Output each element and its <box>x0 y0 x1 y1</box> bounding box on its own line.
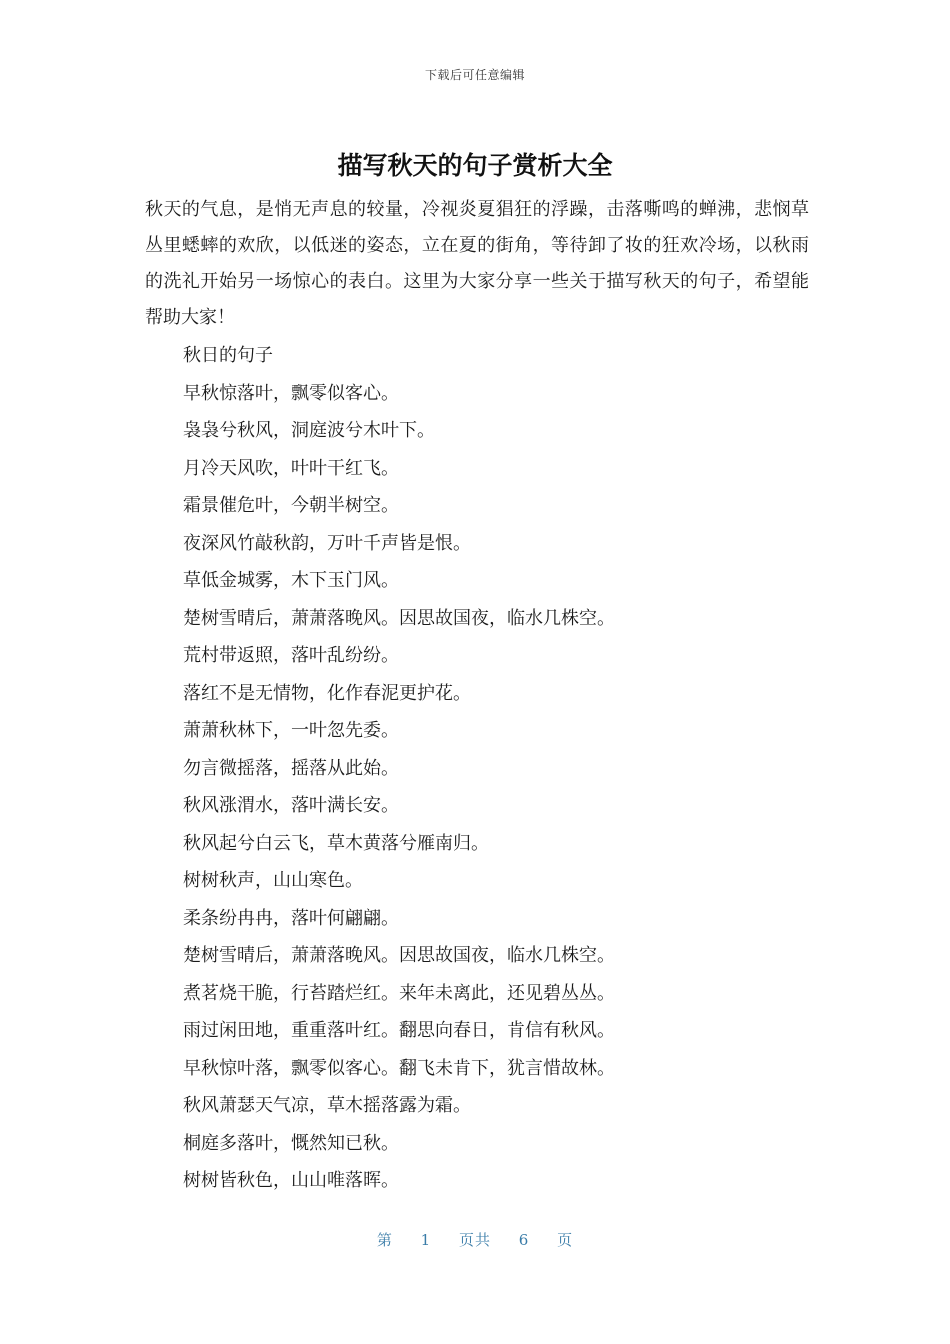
sentence-line: 夜深风竹敲秋韵，万叶千声皆是恨。 <box>183 532 471 554</box>
sentence-line: 袅袅兮秋风，洞庭波兮木叶下。 <box>183 420 435 441</box>
sentence-line: 早秋惊落叶，飘零似客心。 <box>183 382 399 404</box>
sentence-line: 早秋惊叶落，飘零似客心。翻飞未肯下，犹言惜故林。 <box>183 1057 615 1079</box>
sentence-line: 勿言微摇落，摇落从此始。 <box>183 757 399 779</box>
footer-prefix: 第 <box>376 1231 393 1249</box>
sentence-line: 桐庭多落叶，慨然知已秋。 <box>183 1132 399 1154</box>
sentence-line: 树树秋声，山山寒色。 <box>183 870 363 891</box>
sentence-line: 煮茗烧干脆，行苔踏烂红。来年未离此，还见碧丛丛。 <box>183 982 615 1004</box>
sentence-line: 秋风涨渭水，落叶满长安。 <box>183 795 399 816</box>
footer-page-number: 1 <box>420 1231 432 1249</box>
sentence-line: 秋风起兮白云飞，草木黄落兮雁南归。 <box>183 832 489 854</box>
footer-suffix: 页 <box>557 1231 574 1249</box>
sentence-line: 草低金城雾，木下玉门风。 <box>183 570 399 591</box>
footer-middle: 页共 <box>458 1231 491 1249</box>
sentence-list <box>183 340 803 1203</box>
sentence-line: 落红不是无情物，化作春泥更护花。 <box>183 682 471 704</box>
sentence-line: 萧萧秋林下，一叶忽先委。 <box>183 720 399 741</box>
sentence-line: 树树皆秋色，山山唯落晖。 <box>183 1170 399 1191</box>
sentence-line: 楚树雪晴后，萧萧落晚风。因思故国夜，临水几株空。 <box>183 945 615 966</box>
sentence-line: 雨过闲田地，重重落叶红。翻思向春日，肯信有秋风。 <box>183 1020 615 1041</box>
footer-total-pages: 6 <box>518 1231 530 1249</box>
document-title: 描写秋天的句子赏析大全 <box>337 151 613 180</box>
sentence-line: 霜景催危叶，今朝半树空。 <box>183 495 399 516</box>
sentence-line: 楚树雪晴后，萧萧落晚风。因思故国夜，临水几株空。 <box>183 607 615 629</box>
section-heading: 秋日的句子 <box>183 345 273 366</box>
page-footer <box>0 1229 950 1250</box>
sentence-line: 月冷天风吹，叶叶干红飞。 <box>183 457 399 479</box>
sentence-line: 荒村带返照，落叶乱纷纷。 <box>183 645 399 666</box>
header-note: 下载后可任意编辑 <box>424 68 525 82</box>
sentence-line: 秋风萧瑟天气凉，草木摇落露为霜。 <box>183 1095 471 1116</box>
intro-paragraph: 秋天的气息，是悄无声息的较量，冷视炎夏猖狂的浮躁，击落嘶鸣的蝉沸，悲悯草丛里蟋蟀的欢欣，以低迷的姿态，立在夏的街角，等待卸了妆的狂欢冷场，以秋雨的洗礼开始另一场惊心的表白。这里为大家分享一些关于描写秋天的句子，希望能帮助大家！ <box>145 199 809 328</box>
sentence-line: 柔条纷冉冉，落叶何翩翩。 <box>183 907 399 929</box>
